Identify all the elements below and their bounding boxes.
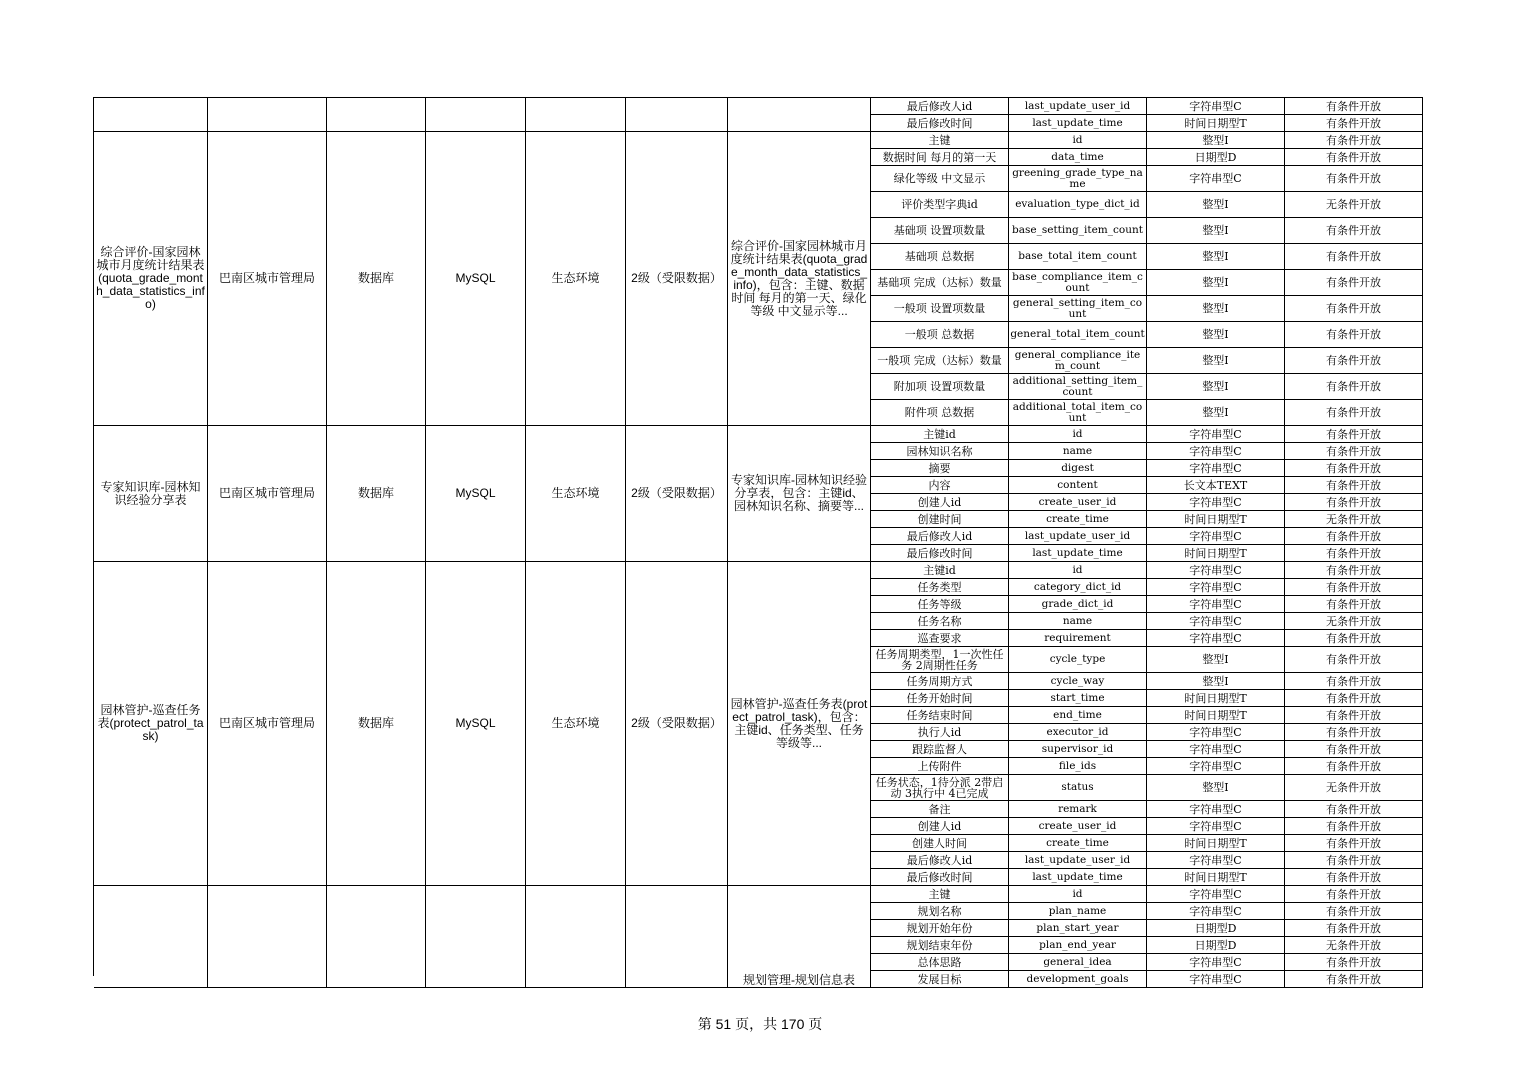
field-type: 时间日期型T <box>1147 545 1285 562</box>
field-open-condition: 无条件开放 <box>1285 511 1423 528</box>
field-type: 整型I <box>1147 374 1285 400</box>
field-row <box>871 937 1423 954</box>
field-open-condition: 有条件开放 <box>1285 818 1423 835</box>
field-code: category_dict_id <box>1009 579 1147 596</box>
field-code: base_setting_item_count <box>1009 218 1147 244</box>
field-type: 日期型D <box>1147 149 1285 166</box>
field-open-condition: 有条件开放 <box>1285 494 1423 511</box>
field-code: create_time <box>1009 835 1147 852</box>
security-level-cell <box>626 98 728 132</box>
field-label: 任务周期方式 <box>871 673 1009 690</box>
field-row <box>871 818 1423 835</box>
field-open-condition: 有条件开放 <box>1285 724 1423 741</box>
field-code: start_time <box>1009 690 1147 707</box>
field-label: 创建时间 <box>871 511 1009 528</box>
resource-type-cell <box>327 886 426 988</box>
description-cell: 专家知识库-园林知识经验分享表，包含：主键id、园林知识名称、摘要等... <box>728 426 871 562</box>
field-code: name <box>1009 613 1147 630</box>
field-type: 日期型D <box>1147 920 1285 937</box>
field-code: development_goals <box>1009 971 1147 988</box>
department-cell <box>208 886 327 988</box>
field-code: plan_name <box>1009 903 1147 920</box>
field-label: 最后修改人id <box>871 98 1009 115</box>
field-open-condition: 有条件开放 <box>1285 348 1423 374</box>
field-type: 字符串型C <box>1147 562 1285 579</box>
field-type: 整型I <box>1147 322 1285 348</box>
field-label: 备注 <box>871 801 1009 818</box>
field-row <box>871 954 1423 971</box>
field-type: 字符串型C <box>1147 724 1285 741</box>
field-label: 创建人id <box>871 494 1009 511</box>
description-cell: 规划管理-规划信息表 <box>728 886 871 988</box>
field-open-condition: 无条件开放 <box>1285 775 1423 801</box>
field-code: base_compliance_item_count <box>1009 270 1147 296</box>
field-label: 主键id <box>871 562 1009 579</box>
field-row <box>871 801 1423 818</box>
field-row <box>871 920 1423 937</box>
field-label: 发展目标 <box>871 971 1009 988</box>
field-code: last_update_user_id <box>1009 528 1147 545</box>
field-open-condition: 有条件开放 <box>1285 374 1423 400</box>
field-code: last_update_time <box>1009 115 1147 132</box>
field-open-condition: 有条件开放 <box>1285 707 1423 724</box>
field-open-condition: 无条件开放 <box>1285 192 1423 218</box>
field-type: 整型I <box>1147 673 1285 690</box>
field-label: 总体思路 <box>871 954 1009 971</box>
field-label: 任务名称 <box>871 613 1009 630</box>
field-open-condition: 有条件开放 <box>1285 690 1423 707</box>
field-open-condition: 有条件开放 <box>1285 528 1423 545</box>
field-open-condition: 有条件开放 <box>1285 801 1423 818</box>
field-label: 基础项 完成（达标）数量 <box>871 270 1009 296</box>
field-code: create_user_id <box>1009 494 1147 511</box>
field-code: general_setting_item_count <box>1009 296 1147 322</box>
field-open-condition: 有条件开放 <box>1285 903 1423 920</box>
table-group <box>94 426 1423 562</box>
field-row <box>871 460 1423 477</box>
domain-cell <box>526 98 626 132</box>
field-open-condition: 有条件开放 <box>1285 218 1423 244</box>
field-row <box>871 579 1423 596</box>
field-open-condition: 有条件开放 <box>1285 758 1423 775</box>
field-open-condition: 有条件开放 <box>1285 477 1423 494</box>
field-type: 字符串型C <box>1147 98 1285 115</box>
field-code: supervisor_id <box>1009 741 1147 758</box>
field-row <box>871 630 1423 647</box>
field-row <box>871 270 1423 296</box>
security-level-cell <box>626 886 728 988</box>
field-label: 主键 <box>871 886 1009 903</box>
page-footer: 第 51 页，共 170 页 <box>697 1016 823 1032</box>
field-code: plan_end_year <box>1009 937 1147 954</box>
field-type: 时间日期型T <box>1147 707 1285 724</box>
database-cell: MySQL <box>426 426 526 562</box>
field-type: 字符串型C <box>1147 903 1285 920</box>
field-label: 数据时间 每月的第一天 <box>871 149 1009 166</box>
field-type: 时间日期型T <box>1147 835 1285 852</box>
field-open-condition: 有条件开放 <box>1285 443 1423 460</box>
field-row <box>871 477 1423 494</box>
field-open-condition: 有条件开放 <box>1285 149 1423 166</box>
field-type: 字符串型C <box>1147 801 1285 818</box>
field-row <box>871 322 1423 348</box>
field-code: last_update_time <box>1009 869 1147 886</box>
resource-type-cell: 数据库 <box>327 132 426 426</box>
field-label: 绿化等级 中文显示 <box>871 166 1009 192</box>
domain-cell <box>526 886 626 988</box>
field-code: base_total_item_count <box>1009 244 1147 270</box>
field-open-condition: 有条件开放 <box>1285 562 1423 579</box>
field-type: 字符串型C <box>1147 613 1285 630</box>
table-name-cell <box>94 886 208 988</box>
field-row <box>871 494 1423 511</box>
field-row <box>871 244 1423 270</box>
database-cell <box>426 886 526 988</box>
field-type: 整型I <box>1147 244 1285 270</box>
field-row <box>871 528 1423 545</box>
field-row <box>871 903 1423 920</box>
field-open-condition: 有条件开放 <box>1285 741 1423 758</box>
field-type: 字符串型C <box>1147 443 1285 460</box>
field-type: 字符串型C <box>1147 818 1285 835</box>
field-code: greening_grade_type_name <box>1009 166 1147 192</box>
field-code: end_time <box>1009 707 1147 724</box>
field-row <box>871 724 1423 741</box>
field-row <box>871 374 1423 400</box>
field-row <box>871 596 1423 613</box>
field-open-condition: 有条件开放 <box>1285 673 1423 690</box>
database-cell: MySQL <box>426 562 526 886</box>
field-open-condition: 有条件开放 <box>1285 98 1423 115</box>
field-open-condition: 有条件开放 <box>1285 596 1423 613</box>
field-label: 上传附件 <box>871 758 1009 775</box>
field-open-condition: 有条件开放 <box>1285 426 1423 443</box>
field-type: 时间日期型T <box>1147 115 1285 132</box>
field-type: 字符串型C <box>1147 494 1285 511</box>
table-group <box>94 98 1423 132</box>
field-type: 整型I <box>1147 647 1285 673</box>
field-code: plan_start_year <box>1009 920 1147 937</box>
field-code: id <box>1009 132 1147 149</box>
field-label: 园林知识名称 <box>871 443 1009 460</box>
field-row <box>871 400 1423 426</box>
field-label: 基础项 总数据 <box>871 244 1009 270</box>
field-type: 字符串型C <box>1147 954 1285 971</box>
field-open-condition: 有条件开放 <box>1285 920 1423 937</box>
field-type: 字符串型C <box>1147 426 1285 443</box>
field-type: 字符串型C <box>1147 758 1285 775</box>
field-open-condition: 有条件开放 <box>1285 322 1423 348</box>
field-type: 字符串型C <box>1147 166 1285 192</box>
field-label: 巡查要求 <box>871 630 1009 647</box>
field-code: cycle_way <box>1009 673 1147 690</box>
field-label: 主键id <box>871 426 1009 443</box>
resource-type-cell: 数据库 <box>327 562 426 886</box>
field-row <box>871 741 1423 758</box>
field-label: 摘要 <box>871 460 1009 477</box>
field-label: 附件项 总数据 <box>871 400 1009 426</box>
field-type: 字符串型C <box>1147 886 1285 903</box>
field-code: additional_total_item_count <box>1009 400 1147 426</box>
field-type: 长文本TEXT <box>1147 477 1285 494</box>
field-code: id <box>1009 562 1147 579</box>
department-cell: 巴南区城市管理局 <box>208 562 327 886</box>
field-row <box>871 707 1423 724</box>
field-label: 任务周期类型，1一次性任务 2周期性任务 <box>871 647 1009 673</box>
field-type: 整型I <box>1147 400 1285 426</box>
field-type: 整型I <box>1147 218 1285 244</box>
field-row <box>871 296 1423 322</box>
field-code: last_update_user_id <box>1009 852 1147 869</box>
field-code: general_idea <box>1009 954 1147 971</box>
field-type: 字符串型C <box>1147 630 1285 647</box>
field-row <box>871 545 1423 562</box>
field-row <box>871 443 1423 460</box>
field-label: 最后修改时间 <box>871 869 1009 886</box>
field-label: 规划结束年份 <box>871 937 1009 954</box>
field-row <box>871 758 1423 775</box>
department-cell: 巴南区城市管理局 <box>208 426 327 562</box>
field-code: evaluation_type_dict_id <box>1009 192 1147 218</box>
field-label: 任务类型 <box>871 579 1009 596</box>
security-level-cell: 2级（受限数据） <box>626 562 728 886</box>
field-code: requirement <box>1009 630 1147 647</box>
field-open-condition: 无条件开放 <box>1285 937 1423 954</box>
database-cell: MySQL <box>426 132 526 426</box>
field-type: 字符串型C <box>1147 741 1285 758</box>
field-type: 整型I <box>1147 348 1285 374</box>
field-label: 附加项 设置项数量 <box>871 374 1009 400</box>
field-label: 创建人id <box>871 818 1009 835</box>
field-row <box>871 218 1423 244</box>
field-row <box>871 673 1423 690</box>
field-row <box>871 192 1423 218</box>
field-row <box>871 511 1423 528</box>
resource-type-cell <box>327 98 426 132</box>
field-label: 基础项 设置项数量 <box>871 218 1009 244</box>
department-cell: 巴南区城市管理局 <box>208 132 327 426</box>
table-group <box>94 132 1423 426</box>
field-open-condition: 有条件开放 <box>1285 971 1423 988</box>
field-open-condition: 有条件开放 <box>1285 115 1423 132</box>
table-group <box>94 886 1423 988</box>
field-row <box>871 562 1423 579</box>
field-row <box>871 647 1423 673</box>
field-type: 时间日期型T <box>1147 511 1285 528</box>
resource-type-cell: 数据库 <box>327 426 426 562</box>
field-code: create_time <box>1009 511 1147 528</box>
field-type: 整型I <box>1147 132 1285 149</box>
field-label: 规划名称 <box>871 903 1009 920</box>
field-label: 最后修改时间 <box>871 545 1009 562</box>
field-row <box>871 166 1423 192</box>
description-cell <box>728 98 871 132</box>
field-row <box>871 98 1423 115</box>
field-open-condition: 有条件开放 <box>1285 869 1423 886</box>
field-open-condition: 有条件开放 <box>1285 954 1423 971</box>
field-row <box>871 115 1423 132</box>
field-label: 主键 <box>871 132 1009 149</box>
field-label: 一般项 完成（达标）数量 <box>871 348 1009 374</box>
table-name-cell: 综合评价-国家园林城市月度统计结果表(quota_grade_month_data_statistics_info) <box>94 132 208 426</box>
field-code: last_update_user_id <box>1009 98 1147 115</box>
field-code: cycle_type <box>1009 647 1147 673</box>
field-open-condition: 有条件开放 <box>1285 852 1423 869</box>
field-code: name <box>1009 443 1147 460</box>
field-code: content <box>1009 477 1147 494</box>
table-name-cell: 专家知识库-园林知识经验分享表 <box>94 426 208 562</box>
field-label: 一般项 设置项数量 <box>871 296 1009 322</box>
field-label: 任务等级 <box>871 596 1009 613</box>
field-open-condition: 无条件开放 <box>1285 613 1423 630</box>
field-label: 评价类型字典id <box>871 192 1009 218</box>
field-label: 最后修改人id <box>871 852 1009 869</box>
field-code: file_ids <box>1009 758 1147 775</box>
field-type: 字符串型C <box>1147 852 1285 869</box>
field-row <box>871 149 1423 166</box>
security-level-cell: 2级（受限数据） <box>626 132 728 426</box>
database-cell <box>426 98 526 132</box>
field-open-condition: 有条件开放 <box>1285 545 1423 562</box>
field-type: 整型I <box>1147 775 1285 801</box>
field-type: 字符串型C <box>1147 579 1285 596</box>
table-name-cell <box>94 98 208 132</box>
field-row <box>871 426 1423 443</box>
field-code: status <box>1009 775 1147 801</box>
field-label: 最后修改时间 <box>871 115 1009 132</box>
field-label: 任务结束时间 <box>871 707 1009 724</box>
field-row <box>871 869 1423 886</box>
field-open-condition: 有条件开放 <box>1285 400 1423 426</box>
domain-cell: 生态环境 <box>526 562 626 886</box>
table-name-cell: 园林管护-巡查任务表(protect_patrol_task) <box>94 562 208 886</box>
domain-cell: 生态环境 <box>526 132 626 426</box>
field-row <box>871 775 1423 801</box>
field-row <box>871 971 1423 988</box>
description-cell: 综合评价-国家园林城市月度统计结果表(quota_grade_month_data_statistics_info)，包含：主键、数据时间 每月的第一天、绿化等级 中文显示等... <box>728 132 871 426</box>
field-code: additional_setting_item_count <box>1009 374 1147 400</box>
table-group <box>94 562 1423 886</box>
field-row <box>871 348 1423 374</box>
field-open-condition: 有条件开放 <box>1285 460 1423 477</box>
data-catalog-table <box>93 97 1423 987</box>
department-cell <box>208 98 327 132</box>
field-code: last_update_time <box>1009 545 1147 562</box>
field-type: 字符串型C <box>1147 596 1285 613</box>
field-type: 字符串型C <box>1147 528 1285 545</box>
field-label: 任务状态，1待分派 2带启动 3执行中 4已完成 <box>871 775 1009 801</box>
field-label: 任务开始时间 <box>871 690 1009 707</box>
field-open-condition: 有条件开放 <box>1285 270 1423 296</box>
field-row <box>871 886 1423 903</box>
field-label: 跟踪监督人 <box>871 741 1009 758</box>
field-type: 日期型D <box>1147 937 1285 954</box>
field-label: 一般项 总数据 <box>871 322 1009 348</box>
field-label: 执行人id <box>871 724 1009 741</box>
field-row <box>871 852 1423 869</box>
field-open-condition: 有条件开放 <box>1285 244 1423 270</box>
field-open-condition: 有条件开放 <box>1285 296 1423 322</box>
field-label: 规划开始年份 <box>871 920 1009 937</box>
field-code: digest <box>1009 460 1147 477</box>
field-type: 整型I <box>1147 192 1285 218</box>
field-code: executor_id <box>1009 724 1147 741</box>
field-label: 最后修改人id <box>871 528 1009 545</box>
field-row <box>871 690 1423 707</box>
field-code: create_user_id <box>1009 818 1147 835</box>
field-row <box>871 613 1423 630</box>
field-code: general_total_item_count <box>1009 322 1147 348</box>
field-type: 字符串型C <box>1147 460 1285 477</box>
field-open-condition: 有条件开放 <box>1285 630 1423 647</box>
field-type: 整型I <box>1147 296 1285 322</box>
field-code: remark <box>1009 801 1147 818</box>
field-label: 内容 <box>871 477 1009 494</box>
field-code: id <box>1009 426 1147 443</box>
field-type: 整型I <box>1147 270 1285 296</box>
field-type: 时间日期型T <box>1147 869 1285 886</box>
field-type: 字符串型C <box>1147 971 1285 988</box>
field-code: general_compliance_item_count <box>1009 348 1147 374</box>
field-open-condition: 有条件开放 <box>1285 166 1423 192</box>
domain-cell: 生态环境 <box>526 426 626 562</box>
field-code: data_time <box>1009 149 1147 166</box>
security-level-cell: 2级（受限数据） <box>626 426 728 562</box>
field-open-condition: 有条件开放 <box>1285 132 1423 149</box>
field-row <box>871 835 1423 852</box>
field-type: 时间日期型T <box>1147 690 1285 707</box>
field-code: grade_dict_id <box>1009 596 1147 613</box>
field-open-condition: 有条件开放 <box>1285 835 1423 852</box>
field-row <box>871 132 1423 149</box>
field-open-condition: 有条件开放 <box>1285 647 1423 673</box>
description-cell: 园林管护-巡查任务表(protect_patrol_task)，包含：主键id、任务类型、任务等级等... <box>728 562 871 886</box>
field-open-condition: 有条件开放 <box>1285 886 1423 903</box>
field-code: id <box>1009 886 1147 903</box>
field-open-condition: 有条件开放 <box>1285 579 1423 596</box>
field-label: 创建人时间 <box>871 835 1009 852</box>
